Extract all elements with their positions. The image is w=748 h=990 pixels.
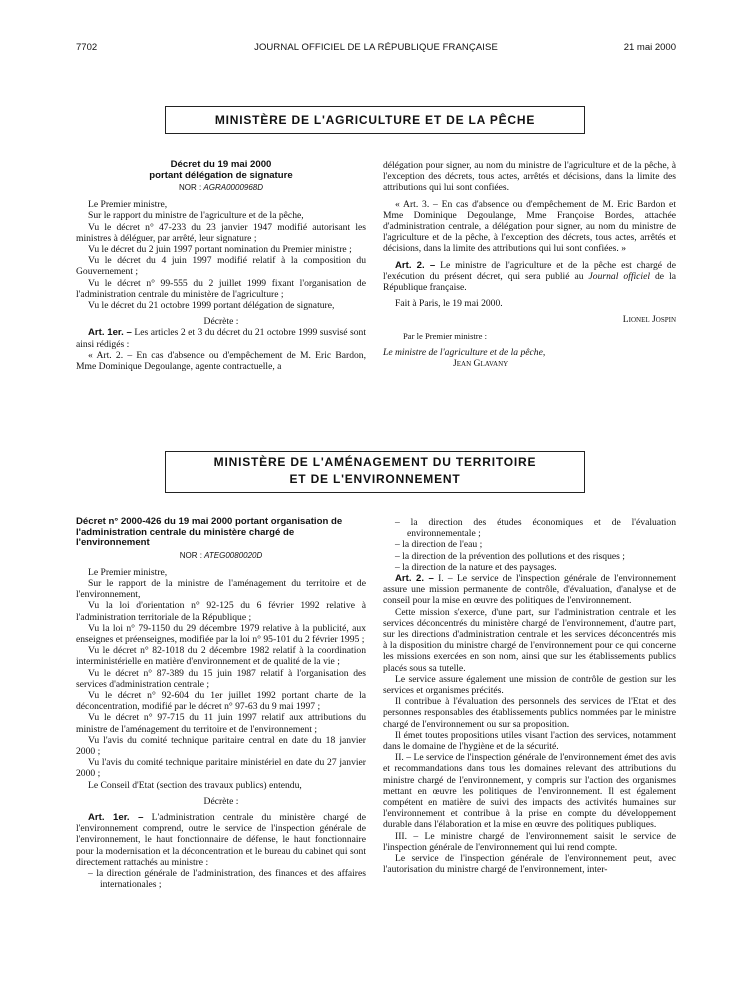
- article-2: Art. 2. – Le ministre de l'agriculture et de la pêche est chargé de l'exécution du présent décret, qui sera publié au Journal officiel de la République française.: [383, 259, 676, 294]
- list-item: – la direction de la nature et des paysages.: [395, 561, 557, 573]
- decrete-heading: Décrète :: [203, 795, 239, 807]
- decree-agriculture-col1: [76, 160, 366, 372]
- ministry-heading-agriculture: MINISTÈRE DE L'AGRICULTURE ET DE LA PÊCHE: [165, 106, 585, 134]
- paragraph: Sur le rapport de la ministre de l'aménagement du territoire et de l'environnement,: [76, 577, 366, 601]
- decree-environment-col1: [76, 517, 366, 890]
- article-1: Art. 1er. – L'administration centrale du ministère chargé de l'environnement comprend, outre le service de l'inspection générale de l'environnement, le haut fonctionnaire de défense, le haut fonctionnaire pour la modernisation et la déconcentration et le bureau du cabinet qui sont directement rattachés au ministre :: [76, 811, 366, 868]
- paragraph: Vu le décret du 4 juin 1997 modifié relatif à la composition du Gouvernement ;: [76, 255, 366, 278]
- decree-title: Décret n° 2000-426 du 19 mai 2000 portant organisation de l'administration centrale du ministère chargé de l'environnement: [76, 516, 343, 548]
- paragraph: Sur le rapport du ministre de l'agriculture et de la pêche,: [88, 210, 304, 222]
- paragraph: II. – Le service de l'inspection générale de l'environnement émet des avis et recommandations dans tous les domaines relevant des attributions du ministre chargé de l'environnement, y compris sur l'action des organismes mettant en œuvre les politiques de l'environnement. Il est également compétent en matière de suivi des impacts des activités humaines sur l'environnement et contribue à la prise en compte du développement durable dans l'élaboration et la mise en œuvre des politiques publiques.: [383, 752, 676, 831]
- page-number: 7702: [76, 42, 98, 53]
- article-2-quote: « Art. 2. – En cas d'absence ou d'empêchement de M. Eric Bardon, Mme Dominique Degoulange, agente contractuelle, a: [76, 349, 366, 373]
- paragraph: Le service de l'inspection générale de l'environnement peut, avec l'autorisation du ministre chargé de l'environnement, inter-: [383, 853, 676, 876]
- page-header: [76, 42, 676, 56]
- by-prime-minister: Par le Premier ministre :: [403, 330, 488, 341]
- done-at: Fait à Paris, le 19 mai 2000.: [395, 298, 503, 310]
- paragraph: Vu le décret du 21 octobre 1999 portant délégation de signature,: [88, 300, 335, 312]
- nor-reference: NOR : ATEG0080020D: [179, 550, 263, 560]
- paragraph: Le Premier ministre,: [88, 199, 168, 211]
- decrete-heading: Décrète :: [203, 316, 239, 328]
- paragraph: Vu le décret n° 97-715 du 11 juin 1997 relatif aux attributions du ministre de l'aménagement du territoire et de l'environnement ;: [76, 712, 366, 735]
- paragraph: Vu la loi n° 79-1150 du 29 décembre 1979 relative à la publicité, aux enseignes et préenseignes, modifiée par la loi n° 95-101 du 2 février 1995 ;: [76, 622, 366, 645]
- paragraph: Vu le décret du 2 juin 1997 portant nomination du Premier ministre ;: [88, 244, 352, 256]
- issue-date: 21 mai 2000: [623, 42, 676, 53]
- paragraph: Le service assure également une mission de contrôle de gestion sur les services et organismes précités.: [383, 673, 676, 697]
- ministry-heading-line1: MINISTÈRE DE L'AMÉNAGEMENT DU TERRITOIRE: [213, 455, 537, 469]
- decree-title-line2: portant délégation de signature: [149, 169, 293, 181]
- paragraph: délégation pour signer, au nom du ministre de l'agriculture et de la pêche, à l'exception des décrets, tous actes, arrêtés et décisions, dans la limite des attributions qui lui sont confiées.: [383, 160, 676, 194]
- article-3-quote: « Art. 3. – En cas d'absence ou d'empêchement de M. Eric Bardon et Mme Dominique Degoulange, Mme Françoise Bordes, attachée d'administration centrale, a délégation pour signer, au nom du ministre de l'agriculture et de la pêche, à l'exception des décrets, tous actes, arrêtés et décisions, dans la limite des attributions qui lui sont confiées. »: [383, 198, 676, 255]
- paragraph: Vu le décret n° 92-604 du 1er juillet 1992 portant charte de la déconcentration, modifié par le décret n° 97-63 du 9 mai 1997 ;: [76, 689, 366, 713]
- paragraph: Vu le décret n° 99-555 du 2 juillet 1999 fixant l'organisation de l'administration centrale du ministère de l'agriculture ;: [76, 277, 366, 300]
- decree-title-line1: Décret du 19 mai 2000: [170, 159, 272, 170]
- list-item: – la direction de la prévention des pollutions et des risques ;: [395, 550, 625, 562]
- nor-code: ATEG0080020D: [204, 550, 263, 560]
- signatory: Lionel Jospin: [622, 314, 676, 326]
- nor-reference: NOR : AGRA0000968D: [178, 183, 264, 192]
- paragraph: Vu l'avis du comité technique paritaire central en date du 18 janvier 2000 ;: [76, 734, 366, 757]
- list-item: – la direction générale de l'administration, des finances et des affaires internationales ;: [88, 867, 366, 891]
- paragraph: Vu l'avis du comité technique paritaire ministériel en date du 27 janvier 2000 ;: [76, 757, 366, 780]
- ministry-heading-environment: [165, 451, 585, 493]
- minister-name: Jean Glavany: [453, 358, 509, 370]
- list-item: – la direction de l'eau ;: [395, 539, 483, 551]
- paragraph: Vu la loi d'orientation n° 92-125 du 6 février 1992 relative à l'administration territoriale de la République ;: [76, 600, 366, 623]
- paragraph: Cette mission s'exerce, d'une part, sur l'administration centrale et les services déconcentrés du ministère chargé de l'environnement, d'autre part, sur les directions d'administration centrale et les services déconcentrés mis à la disposition du ministre chargé de l'environnement pour ce qui concerne les missions exercées en son nom, ainsi que sur les établissements publics placés sous sa tutelle.: [383, 606, 676, 674]
- paragraph: Le Conseil d'Etat (section des travaux publics) entendu,: [88, 779, 302, 791]
- minister-role: Le ministre de l'agriculture et de la pêche,: [383, 346, 546, 358]
- paragraph: Vu le décret n° 82-1018 du 2 décembre 1982 relatif à la coordination interministérielle en matière d'environnement et de qualité de la vie ;: [76, 645, 366, 668]
- paragraph: Le Premier ministre,: [88, 566, 168, 578]
- article-2: Art. 2. – I. – Le service de l'inspection générale de l'environnement assure une mission permanente de contrôle, d'évaluation, d'analyse et de conseil pour la mise en œuvre des politiques de l'environnement.: [383, 573, 676, 607]
- paragraph: III. – Le ministre chargé de l'environnement saisit le service de l'inspection générale de l'environnement qui lui rend compte.: [383, 830, 676, 853]
- paragraph: Il émet toutes propositions utiles visant l'action des services, notamment dans le domaine de l'hygiène et de la sécurité.: [383, 729, 676, 753]
- paragraph: Vu le décret n° 87-389 du 15 juin 1987 relatif à l'organisation des services d'administration centrale ;: [76, 667, 366, 690]
- journal-title: JOURNAL OFFICIEL DE LA RÉPUBLIQUE FRANÇAISE: [254, 42, 498, 53]
- paragraph: Vu le décret n° 47-233 du 23 janvier 1947 modifié autorisant les ministres à déléguer, par arrêté, leur signature ;: [76, 221, 366, 244]
- decree-agriculture-col2: [383, 160, 676, 369]
- list-item: – la direction des études économiques et de l'évaluation environnementale ;: [395, 517, 676, 540]
- decree-environment-col2: [383, 517, 676, 876]
- ministry-heading-line2: ET DE L'ENVIRONNEMENT: [289, 472, 461, 486]
- article-1: Art. 1er. – Les articles 2 et 3 du décret du 21 octobre 1999 susvisé sont ainsi rédigés :: [76, 327, 366, 350]
- nor-code: AGRA0000968D: [203, 183, 264, 192]
- paragraph: Il contribue à l'évaluation des personnels des services de l'Etat et des personnes responsables des établissements publics nommées par le ministre chargé de l'environnement ou sur sa proposition.: [383, 696, 676, 730]
